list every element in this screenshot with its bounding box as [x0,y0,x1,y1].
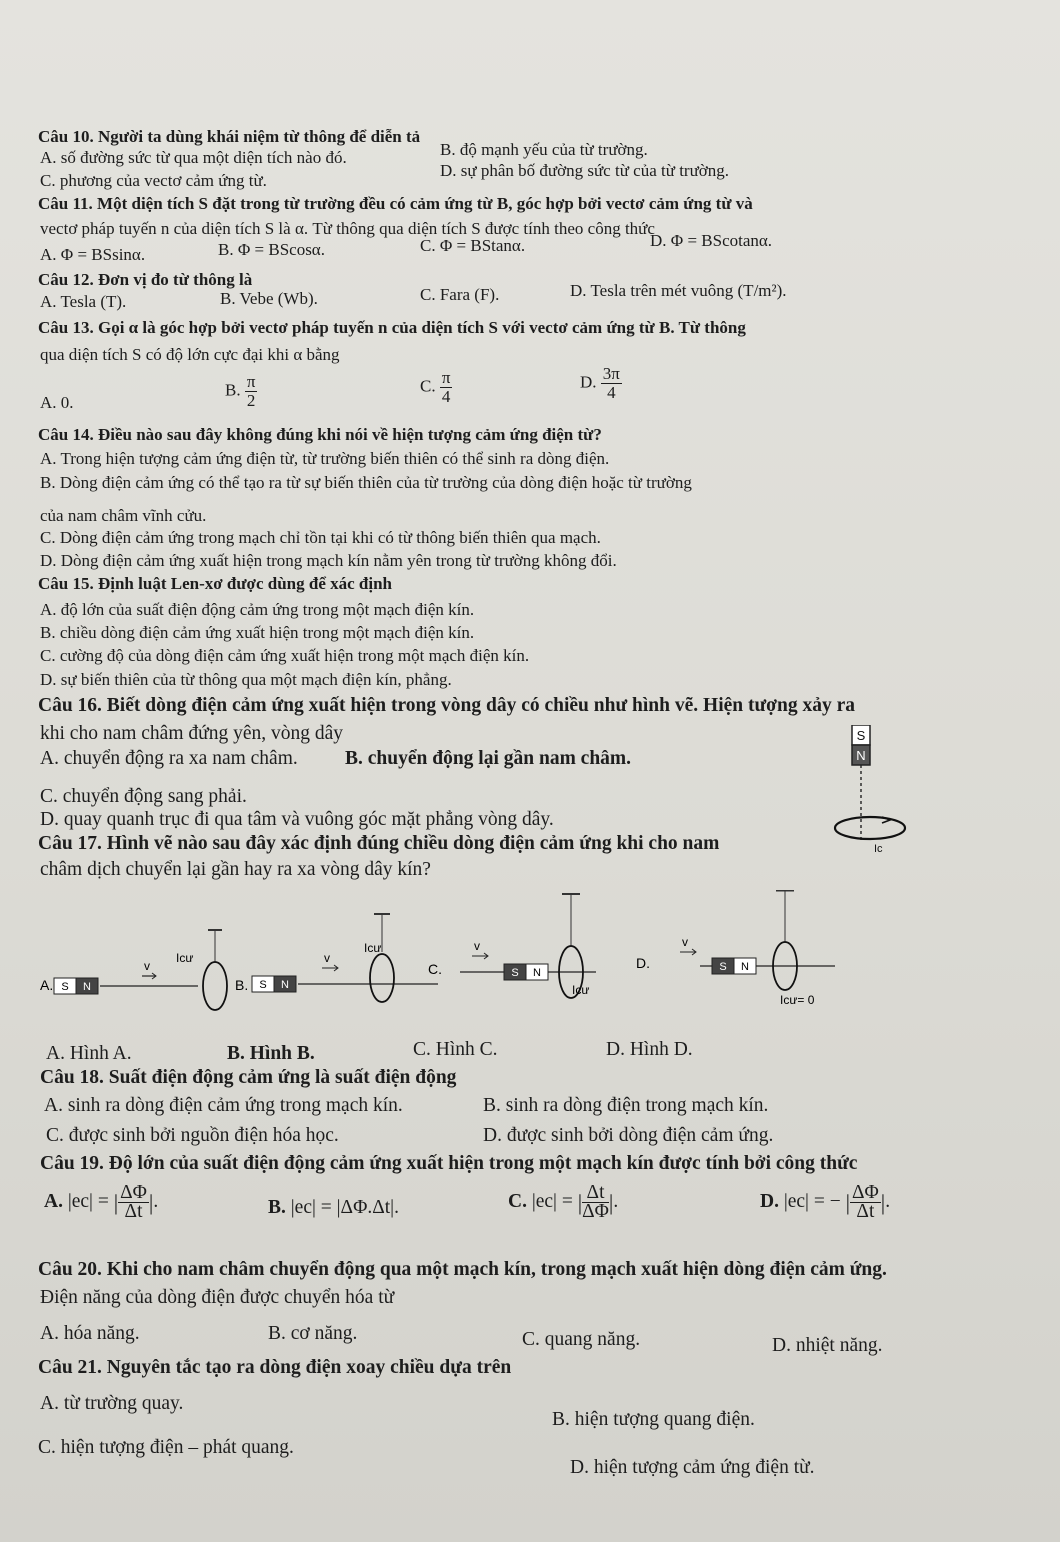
q12-option-b[interactable]: B. Vebe (Wb). [220,289,318,308]
q17-option-d[interactable]: D. Hình D. [606,1039,693,1060]
q17-stem-line1: Câu 17. Hình vẽ nào sau đây xác định đúng chiều dòng điện cảm ứng khi cho nam [38,833,720,854]
q17-option-a[interactable]: A. Hình A. [46,1043,132,1064]
magnet-s-label: S [856,728,866,743]
q16-option-d[interactable]: D. quay quanh trục đi qua tâm và vuông góc mặt phẳng vòng dây. [40,809,554,830]
q21-option-c[interactable]: C. hiện tượng điện – phát quang. [38,1437,294,1458]
fig-b-current: Icư [364,941,382,955]
fig-c-current: Icư [572,983,590,997]
q14-option-b-line1[interactable]: B. Dòng điện cảm ứng có thể tạo ra từ sự biến thiên của từ trường của dòng điện hoặc từ trường [40,473,692,492]
q13-option-d[interactable]: D. $\frac{3\pi}{4}$ [580,364,620,402]
q20-option-b[interactable]: B. cơ năng. [268,1323,358,1344]
q18-option-b[interactable]: B. sinh ra dòng điện trong mạch kín. [483,1095,769,1116]
magnet-n-label: N [856,748,866,763]
q16-figure-svg [830,725,930,855]
fig-d-s: S [719,961,727,973]
fig-d-v: v [682,935,688,949]
q18-option-d[interactable]: D. được sinh bởi dòng điện cảm ứng. [483,1125,774,1146]
q12-option-a[interactable]: A. Tesla (T). [40,292,127,311]
q16-option-b[interactable]: B. chuyển động lại gần nam châm. [345,748,632,769]
q11-option-c[interactable]: C. Φ = BStanα. [420,236,526,255]
q11-stem-line1: Câu 11. Một diện tích S đặt trong từ trường đều có cảm ứng từ B, góc hợp bởi vectơ cảm ứng từ và [38,194,753,213]
fig-b-loop [370,954,394,1002]
q21-option-b[interactable]: B. hiện tượng quang điện. [552,1409,755,1430]
q20-option-a[interactable]: A. hóa năng. [40,1323,140,1344]
current-label: Ic [874,843,883,855]
q19-option-d[interactable]: D. |ec| = − | $\frac{\Delta\Phi}{\Delta t}$ |. [760,1182,891,1222]
q16-stem-line2: khi cho nam châm đứng yên, vòng dây [40,723,344,744]
q10-option-a[interactable]: A. số đường sức từ qua một diện tích nào đó. [40,148,347,167]
wire-loop [835,817,905,839]
q19-option-a[interactable]: A. |ec| = | $\frac{\Delta\Phi}{\Delta t}$ |. [44,1182,159,1222]
q14-option-c[interactable]: C. Dòng điện cảm ứng trong mạch chỉ tồn tại khi có từ thông biến thiên qua mạch. [40,528,601,547]
q14-stem: Câu 14. Điều nào sau đây không đúng khi nói về hiện tượng cảm ứng điện từ? [38,425,602,444]
fig-d-label: D. [636,955,650,971]
q18-option-a[interactable]: A. sinh ra dòng điện cảm ứng trong mạch kín. [44,1095,403,1116]
q12-stem: Câu 12. Đơn vị đo từ thông là [38,270,253,289]
q17-option-b[interactable]: B. Hình B. [227,1043,315,1064]
fig-a-s: S [61,981,69,993]
fig-b-s: S [259,979,267,991]
q11-stem-line2: vectơ pháp tuyến n của diện tích S là α. Từ thông qua diện tích S được tính theo công thức [40,219,655,238]
q13-stem-line1: Câu 13. Gọi α là góc hợp bởi vectơ pháp tuyến n của diện tích S với vectơ cảm ứng từ B. Từ thông [38,318,746,337]
q11-option-d[interactable]: D. Φ = BScotanα. [650,231,773,250]
q15-option-c[interactable]: C. cường độ của dòng điện cảm ứng xuất hiện trong một mạch điện kín. [40,646,530,665]
q21-stem: Câu 21. Nguyên tắc tạo ra dòng điện xoay chiều dựa trên [38,1357,512,1378]
fig-c-n: N [533,967,541,979]
q16-stem-line1: Câu 16. Biết dòng điện cảm ứng xuất hiện trong vòng dây có chiều như hình vẽ. Hiện tượng xảy ra [38,695,855,716]
fig-d-current: Icư= 0 [780,993,815,1007]
q20-option-d[interactable]: D. nhiệt năng. [772,1335,883,1356]
q10-stem: Câu 10. Người ta dùng khái niệm từ thông để diễn tả [38,127,421,146]
fig-a-n: N [83,981,91,993]
fig-b-label: B. [235,977,249,993]
q17-stem-line2: châm dịch chuyển lại gần hay ra xa vòng dây kín? [40,859,431,880]
q10-option-d[interactable]: D. sự phân bố đường sức từ của từ trường. [440,161,730,180]
q13-option-c[interactable]: C. $\frac{\pi}{4}$ [420,368,451,406]
q19-stem: Câu 19. Độ lớn của suất điện động cảm ứng xuất hiện trong một mạch kín được tính bởi công thức [40,1153,858,1174]
fig-c-v: v [474,939,480,953]
q17-figures-svg [40,890,840,1030]
q18-stem: Câu 18. Suất điện động cảm ứng là suất điện động [40,1067,457,1088]
fig-d-n: N [741,961,749,973]
fig-a-current: Icư [176,951,194,965]
q10-option-c[interactable]: C. phương của vectơ cảm ứng từ. [40,171,267,190]
q16-option-c[interactable]: C. chuyển động sang phải. [40,786,247,807]
q19-option-b[interactable]: B. |ec| = |ΔΦ.Δt|. [268,1197,399,1218]
fig-c-s: S [511,967,519,979]
q20-stem-line2: Điện năng của dòng điện được chuyển hóa từ [40,1287,395,1308]
fig-b-n: N [281,979,289,991]
q13-stem-line2: qua diện tích S có độ lớn cực đại khi α bằng [40,345,340,364]
q15-option-d[interactable]: D. sự biến thiên của từ thông qua một mạch điện kín, phẳng. [40,670,452,689]
q12-option-d[interactable]: D. Tesla trên mét vuông (T/m²). [570,281,787,300]
q21-option-a[interactable]: A. từ trường quay. [40,1393,184,1414]
q16-figure [830,725,930,855]
q10-option-b[interactable]: B. độ mạnh yếu của từ trường. [440,140,648,159]
q19-option-c[interactable]: C. |ec| = | $\frac{\Delta t}{\Delta\Phi}$ |. [508,1182,619,1222]
q15-option-b[interactable]: B. chiều dòng điện cảm ứng xuất hiện trong một mạch điện kín. [40,623,475,642]
q13-option-b[interactable]: B. $\frac{\pi}{2}$ [225,372,256,410]
q17-option-c[interactable]: C. Hình C. [413,1039,498,1060]
fig-a-loop [203,962,227,1010]
q14-option-b-line2: của nam châm vĩnh cửu. [40,506,207,525]
q14-option-d[interactable]: D. Dòng điện cảm ứng xuất hiện trong mạch kín nằm yên trong từ trường không đổi. [40,551,617,570]
q11-option-a[interactable]: A. Φ = BSsinα. [40,245,146,264]
q16-option-a[interactable]: A. chuyển động ra xa nam châm. [40,748,298,769]
fig-a-v: v [144,959,150,973]
q13-option-a[interactable]: A. 0. [40,393,74,412]
fig-c-label: C. [428,961,442,977]
q20-stem-line1: Câu 20. Khi cho nam châm chuyển động qua một mạch kín, trong mạch xuất hiện dòng điện cảm ứng. [38,1259,887,1280]
q12-option-c[interactable]: C. Fara (F). [420,285,500,304]
fig-b-v: v [324,951,330,965]
q14-option-a[interactable]: A. Trong hiện tượng cảm ứng điện từ, từ trường biến thiên có thể sinh ra dòng điện. [40,449,610,468]
q21-option-d[interactable]: D. hiện tượng cảm ứng điện từ. [570,1457,815,1478]
q11-option-b[interactable]: B. Φ = BScosα. [218,240,325,259]
q20-option-c[interactable]: C. quang năng. [522,1329,641,1350]
q15-option-a[interactable]: A. độ lớn của suất điện động cảm ứng trong một mạch điện kín. [40,600,475,619]
q17-figures [40,890,840,1030]
q18-option-c[interactable]: C. được sinh bởi nguồn điện hóa học. [46,1125,339,1146]
q15-stem: Câu 15. Định luật Len-xơ được dùng để xác định [38,574,393,593]
fig-a-label: A. [40,977,54,993]
